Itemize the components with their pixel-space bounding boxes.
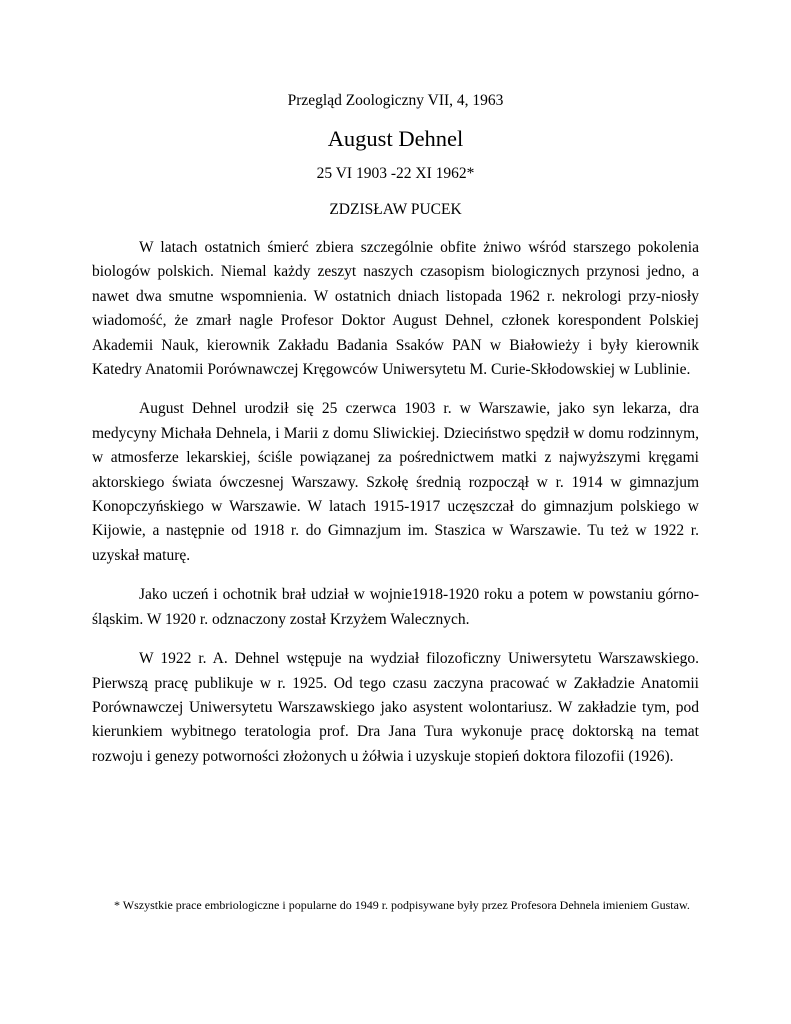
life-dates: 25 VI 1903 -22 XI 1962* [316, 165, 475, 182]
paragraph-3: Jako uczeń i ochotnik brał udział w wojnie1918-1920 roku a potem w powstaniu górno-śląskim. W 1920 r. odznaczony został Krzyżem Walecznych. [92, 586, 699, 628]
article-body [92, 236, 699, 784]
footnote: * Wszystkie prace embriologiczne i popularne do 1949 r. podpisywane były przez Profesora Dehnela imieniem Gustaw. [114, 898, 690, 912]
article-title: August Dehnel [327, 126, 464, 151]
paragraph-1: W latach ostatnich śmierć zbiera szczególnie obfite żniwo wśród starszego pokolenia biologów polskich. Niemal każdy zeszyt naszych czasopism biologicznych przynosi jedno, a nawet dwa smutne wspomnienia. W ostatnich dniach listopada 1962 r. nekrologi przy-niosły wiadomość, że zmarł nagle Profesor Doktor August Dehnel, członek korespondent Polskiej Akademii Nauk, kierownik Zakładu Badania Ssaków PAN w Białowieży i były kierownik Katedry Anatomii Porównawczej Kręgowców Uniwersytetu M. Curie-Skłodowskiej w Lublinie. [92, 239, 699, 379]
author-name: ZDZISŁAW PUCEK [329, 201, 462, 218]
paragraph-4: W 1922 r. A. Dehnel wstępuje na wydział filozoficzny Uniwersytetu Warszawskiego. Pierwszą pracę publikuje w r. 1925. Od tego czasu zaczyna pracować w Zakładzie Anatomii Porównawczej Uniwersytetu Warszawskiego jako asystent wolontariusz. W zakładzie tym, pod kierunkiem wybitnego teratologia prof. Dra Jana Tura wykonuje pracę doktorską na temat rozwoju i genezy potworności złożonych u żółwia i uzyskuje stopień doktora filozofii (1926). [92, 650, 699, 765]
journal-citation: Przegląd Zoologiczny VII, 4, 1963 [287, 92, 504, 109]
paragraph-2: August Dehnel urodził się 25 czerwca 1903 r. w Warszawie, jako syn lekarza, dra medycyny Michała Dehnela, i Marii z domu Sliwickiej. Dzieciństwo spędził w domu rodzinnym, w atmosferze lekarskiej, ściśle powiązanej za pośrednictwem matki z najwyższymi kręgami aktorskiego świata ówczesnej Warszawy. Szkołę średnią rozpoczął w r. 1914 w gimnazjum Konopczyńskiego w Warszawie. W latach 1915-1917 uczęszczał do gimnazjum polskiego w Kijowie, a następnie od 1918 r. do Gimnazjum im. Staszica w Warszawie. Tu też w 1922 r. uzyskał maturę. [92, 400, 699, 564]
